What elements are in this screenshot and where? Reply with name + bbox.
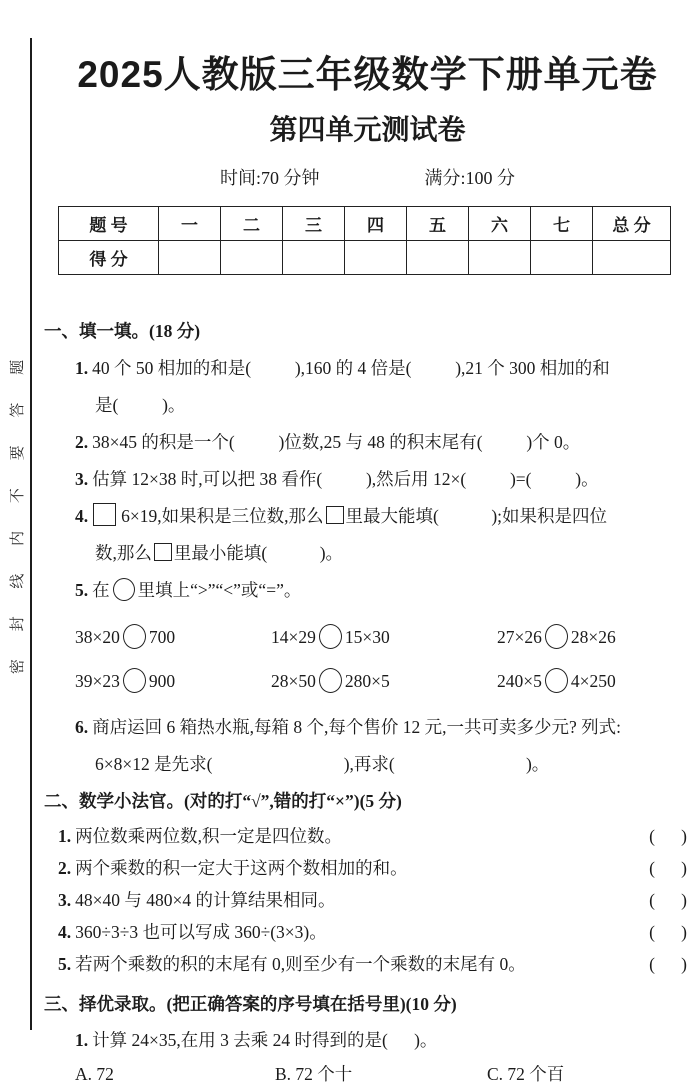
q6-text-line2: 6×8×12 是先求( ),再求( )。 <box>95 754 550 774</box>
section2-heading-title: 二、数学小法官。 <box>44 791 184 811</box>
paper-content <box>44 0 691 1091</box>
score-cell <box>407 241 469 275</box>
q5-head-post: 里填上“>”“<”或“=”。 <box>137 580 302 600</box>
judge-statement: 48×40 与 480×4 的计算结果相同。 <box>75 890 336 910</box>
compare-right: 280×5 <box>344 671 390 691</box>
compare-left: 39×23 <box>75 671 120 691</box>
score-table-score-row <box>59 241 671 275</box>
section3-heading <box>44 986 691 1023</box>
score-row-label: 得 分 <box>59 241 159 275</box>
answer-paren: ( ) <box>649 890 687 910</box>
score-cell <box>159 241 221 275</box>
compare-circle <box>113 578 135 601</box>
judge-statement: 若两个乘数的积的末尾有 0,则至少有一个乘数的末尾有 0。 <box>75 954 526 974</box>
s3-q1-text: 计算 24×35,在用 3 去乘 24 时得到的是( )。 <box>92 1030 438 1050</box>
compare-circle <box>545 624 568 649</box>
judge-text <box>58 948 526 980</box>
seal-line-text: 密 封 线 内 不 要 答 题 <box>10 347 26 675</box>
q6-number: 6. <box>75 717 89 737</box>
blank-box <box>154 543 172 561</box>
header-cell-question-no: 题 号 <box>59 207 159 241</box>
section1-heading: 一、填一填。(18 分) <box>44 321 201 341</box>
section3-q1 <box>44 1023 691 1057</box>
compare-left: 27×26 <box>497 627 542 647</box>
judge-number: 5. <box>58 954 72 974</box>
compare-circle <box>319 668 342 693</box>
q4-text-part2: 里最大能填( );如果积是四位 <box>345 506 608 526</box>
paper-title: 2025人教版三年级数学下册单元卷 <box>77 54 658 95</box>
q4-text-part1: 6×19,如果积是三位数,那么 <box>121 506 324 526</box>
section3-heading-note: (把正确答案的序号填在括号里)(10 分) <box>166 994 457 1014</box>
answer-paren: ( ) <box>649 826 687 846</box>
compare-item <box>75 615 271 659</box>
header-cell-2: 二 <box>221 207 283 241</box>
seal-line <box>30 38 32 1030</box>
header-cell-total: 总 分 <box>593 207 671 241</box>
section1-q5-head <box>44 572 691 609</box>
score-table <box>58 206 671 275</box>
compare-left: 38×20 <box>75 627 120 647</box>
section1-q1-line2 <box>44 387 691 424</box>
s3-q1-options <box>44 1057 691 1091</box>
header-cell-3: 三 <box>283 207 345 241</box>
unit-test-subtitle: 第四单元测试卷 <box>269 114 466 145</box>
compare-circle <box>319 624 342 649</box>
blank-box <box>326 506 344 524</box>
compare-left: 14×29 <box>271 627 316 647</box>
header-cell-7: 七 <box>531 207 593 241</box>
q5-compare-row-1 <box>44 615 691 659</box>
q4-number: 4. <box>75 506 89 526</box>
time-limit-label: 时间:70 分钟 <box>219 168 320 188</box>
q5-number: 5. <box>75 580 89 600</box>
compare-right: 700 <box>148 627 176 647</box>
compare-right: 15×30 <box>344 627 390 647</box>
compare-right: 4×250 <box>570 671 616 691</box>
option-a: A. 72 <box>75 1064 114 1084</box>
compare-item <box>497 615 691 659</box>
score-cell <box>283 241 345 275</box>
judge-number: 1. <box>58 826 72 846</box>
compare-left: 28×50 <box>271 671 316 691</box>
answer-paren: ( ) <box>649 858 687 878</box>
q5-compare-row-2 <box>44 659 691 703</box>
answer-paren: ( ) <box>649 922 687 942</box>
q3-number: 3. <box>75 469 89 489</box>
q2-text: 38×45 的积是一个( )位数,25 与 48 的积末尾有( )个 0。 <box>92 432 581 452</box>
score-table-header-row <box>59 207 671 241</box>
judge-statement: 两个乘数的积一定大于这两个数相加的和。 <box>75 858 408 878</box>
score-cell <box>345 241 407 275</box>
compare-item <box>271 659 497 703</box>
s3-q1-number: 1. <box>75 1030 89 1050</box>
section1-q4-line2 <box>44 535 691 572</box>
q4-text-part4: 里最小能填( )。 <box>173 543 344 563</box>
header-cell-6: 六 <box>469 207 531 241</box>
option-c: C. 72 个百 <box>487 1064 565 1084</box>
compare-right: 900 <box>148 671 176 691</box>
q4-text-part3: 数,那么 <box>95 543 152 563</box>
compare-item <box>271 615 497 659</box>
score-cell <box>531 241 593 275</box>
section3-heading-title: 三、择优录取。 <box>44 994 167 1014</box>
header-cell-4: 四 <box>345 207 407 241</box>
section1-q2 <box>44 424 691 461</box>
compare-circle <box>123 668 146 693</box>
judge-item-5 <box>44 948 691 980</box>
score-cell <box>593 241 671 275</box>
q1-text-line2: 是( )。 <box>95 395 186 415</box>
full-score-label: 满分:100 分 <box>424 168 516 188</box>
judge-text <box>58 852 408 884</box>
section2-heading <box>44 783 691 820</box>
answer-paren: ( ) <box>649 954 687 974</box>
judge-statement: 360÷3÷3 也可以写成 360÷(3×3)。 <box>75 922 327 942</box>
judge-number: 2. <box>58 858 72 878</box>
judge-text <box>58 820 342 852</box>
judge-item-2 <box>44 852 691 884</box>
judge-number: 3. <box>58 890 72 910</box>
compare-left: 240×5 <box>497 671 542 691</box>
judge-number: 4. <box>58 922 72 942</box>
section1-q6-line1 <box>44 709 691 746</box>
compare-right: 28×26 <box>570 627 616 647</box>
q1-number: 1. <box>75 358 89 378</box>
judge-item-4 <box>44 916 691 948</box>
score-cell <box>469 241 531 275</box>
q2-number: 2. <box>75 432 89 452</box>
section1-q6-line2 <box>44 746 691 783</box>
section2-heading-note: (对的打“√”,错的打“×”)(5 分) <box>184 791 402 811</box>
blank-box <box>93 503 116 526</box>
judge-text <box>58 916 327 948</box>
compare-circle <box>123 624 146 649</box>
q3-text: 估算 12×38 时,可以把 38 看作( ),然后用 12×( )=( )。 <box>92 469 599 489</box>
option-b: B. 72 个十 <box>275 1064 353 1084</box>
compare-circle <box>545 668 568 693</box>
q1-text-line1: 40 个 50 相加的和是( ),160 的 4 倍是( ),21 个 300 相加的和 <box>92 358 610 378</box>
q6-text-line1: 商店运回 6 箱热水瓶,每箱 8 个,每个售价 12 元,一共可卖多少元? 列式: <box>92 717 622 737</box>
judge-text <box>58 884 336 916</box>
header-cell-1: 一 <box>159 207 221 241</box>
judge-item-3 <box>44 884 691 916</box>
judge-statement: 两位数乘两位数,积一定是四位数。 <box>75 826 342 846</box>
section1-q1-line1 <box>44 350 691 387</box>
compare-item <box>75 659 271 703</box>
header-cell-5: 五 <box>407 207 469 241</box>
exam-info-line <box>44 164 691 190</box>
section1-q3 <box>44 461 691 498</box>
score-cell <box>221 241 283 275</box>
q5-head-pre: 在 <box>92 580 110 600</box>
compare-item <box>497 659 691 703</box>
section1-q4-line1 <box>44 498 691 535</box>
judge-item-1 <box>44 820 691 852</box>
